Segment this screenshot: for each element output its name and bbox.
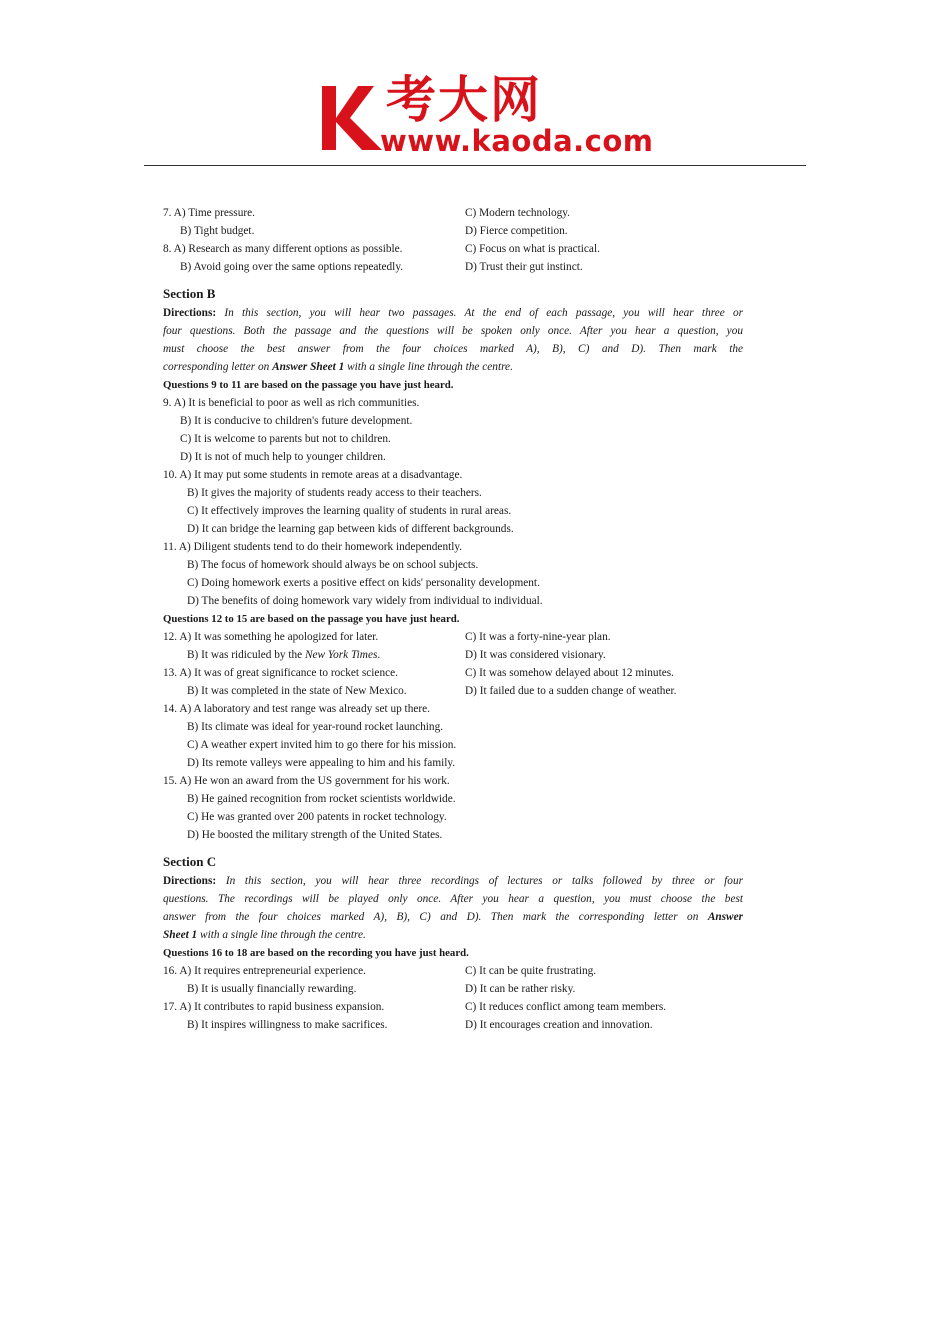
answer-sheet-ref: Answer Sheet 1 <box>272 361 345 373</box>
option-text: C) Focus on what is practical. <box>465 243 600 255</box>
option-text: C) A weather expert invited him to go there for his mission. <box>187 739 457 751</box>
option-line <box>163 826 743 844</box>
option-line <box>163 412 743 430</box>
option-text: C) Modern technology. <box>465 207 570 219</box>
question-group-heading: Questions 12 to 15 are based on the passage you have just heard. <box>163 613 460 625</box>
question-row <box>163 240 743 258</box>
option-line <box>163 556 743 574</box>
option-line <box>163 700 743 718</box>
question-row <box>163 682 743 700</box>
option-text: B) It was completed in the state of New Mexico. <box>187 685 407 697</box>
option-line <box>163 790 743 808</box>
question-group-heading: Questions 16 to 18 are based on the recording you have just heard. <box>163 947 469 959</box>
option-text: C) Doing homework exerts a positive effect on kids' personality development. <box>187 577 540 589</box>
option-text: 9. A) It is beneficial to poor as well as rich communities. <box>163 397 420 409</box>
question-row <box>163 222 743 240</box>
directions-line <box>163 304 743 322</box>
option-text-part: B) It was ridiculed by the <box>187 649 303 661</box>
directions-label: Directions: <box>163 875 217 887</box>
directions-line <box>163 908 743 926</box>
question-row <box>163 204 743 222</box>
option-text: D) The benefits of doing homework vary widely from individual to individual. <box>187 595 543 607</box>
option-text: C) It effectively improves the learning quality of students in rural areas. <box>187 505 512 517</box>
option-text: C) It reduces conflict among team members. <box>465 1001 667 1013</box>
option-text: 17. A) It contributes to rapid business expansion. <box>163 1001 385 1013</box>
option-line <box>163 574 743 592</box>
option-text: D) It was considered visionary. <box>465 649 606 661</box>
option-text: 14. A) A laboratory and test range was already set up there. <box>163 703 430 715</box>
option-text: D) It can be rather risky. <box>465 983 576 995</box>
option-text: D) Trust their gut instinct. <box>465 261 583 273</box>
question-row <box>163 258 743 276</box>
option-text: B) Avoid going over the same options repeatedly. <box>180 261 404 273</box>
directions-line: must choose the best answer from the four choices marked A), B), C) and D). Then mark the <box>163 343 743 355</box>
option-line <box>163 394 743 412</box>
option-line <box>163 430 743 448</box>
question-row <box>163 664 743 682</box>
directions-text: answer from the four choices marked A), B), C) and D). Then mark the corresponding letter on <box>163 911 699 923</box>
option-text: B) It gives the majority of students ready access to their teachers. <box>187 487 482 499</box>
question-row <box>163 1016 743 1034</box>
option-text: B) It is usually financially rewarding. <box>187 983 357 995</box>
option-text: B) Tight budget. <box>180 225 255 237</box>
option-line <box>163 592 743 610</box>
option-text: 16. A) It requires entrepreneurial experience. <box>163 965 366 977</box>
logo-url-text: www.kaoda.com <box>380 124 654 158</box>
directions-line: questions. The recordings will be played only once. After you hear a question, you must choose the best <box>163 893 743 905</box>
option-text-part: . <box>377 649 381 661</box>
option-text: D) Its remote valleys were appealing to him and his family. <box>187 757 456 769</box>
logo-chinese-text: 考大网 <box>386 71 542 129</box>
option-line <box>163 466 743 484</box>
option-text: B) The focus of homework should always be on school subjects. <box>187 559 479 571</box>
kaoda-logo <box>318 71 654 162</box>
directions-line <box>163 358 743 376</box>
option-text: D) It failed due to a sudden change of weather. <box>465 685 677 697</box>
option-line <box>163 484 743 502</box>
option-line <box>163 808 743 826</box>
question-row <box>163 628 743 646</box>
option-line <box>163 754 743 772</box>
directions-text: In this section, you will hear two passages. At the end of each passage, you will hear three or <box>224 307 743 319</box>
option-text: D) It encourages creation and innovation. <box>465 1019 653 1031</box>
directions-line: four questions. Both the passage and the questions will be spoken only once. After you hear a question, you <box>163 325 743 337</box>
question-row <box>163 980 743 998</box>
option-line <box>163 772 743 790</box>
option-text <box>163 646 380 664</box>
option-text: 12. A) It was something he apologized for later. <box>163 631 379 643</box>
option-text: 7. A) Time pressure. <box>163 207 255 219</box>
option-text: D) It is not of much help to younger children. <box>180 451 386 463</box>
directions-text: In this section, you will hear three recordings of lectures or talks followed by three or four <box>225 875 743 887</box>
question-row <box>163 998 743 1016</box>
answer-sheet-ref: Sheet 1 <box>163 929 198 941</box>
option-text: 11. A) Diligent students tend to do their homework independently. <box>163 541 463 553</box>
section-c-title: Section C <box>163 854 217 869</box>
directions-label: Directions: <box>163 307 217 319</box>
directions-line <box>163 872 743 890</box>
section-b-title: Section B <box>163 286 216 301</box>
option-line <box>163 736 743 754</box>
directions-text: with a single line through the centre. <box>347 361 513 373</box>
question-row <box>163 962 743 980</box>
option-text: 15. A) He won an award from the US government for his work. <box>163 775 450 787</box>
option-line <box>163 718 743 736</box>
option-text: C) He was granted over 200 patents in rocket technology. <box>187 811 447 823</box>
option-text: B) It inspires willingness to make sacrifices. <box>187 1019 388 1031</box>
option-text: 8. A) Research as many different options as possible. <box>163 243 403 255</box>
option-text: C) It can be quite frustrating. <box>465 965 597 977</box>
question-row <box>163 646 743 664</box>
option-line <box>163 538 743 556</box>
directions-text: with a single line through the centre. <box>200 929 366 941</box>
option-text: D) It can bridge the learning gap between kids of different backgrounds. <box>187 523 514 535</box>
option-text: B) He gained recognition from rocket scientists worldwide. <box>187 793 456 805</box>
option-text: 13. A) It was of great significance to rocket science. <box>163 667 398 679</box>
option-text: C) It is welcome to parents but not to children. <box>180 433 391 445</box>
option-text: D) He boosted the military strength of the United States. <box>187 829 443 841</box>
option-line <box>163 502 743 520</box>
option-text: 10. A) It may put some students in remote areas at a disadvantage. <box>163 469 463 481</box>
directions-line <box>163 926 743 944</box>
option-text: B) It is conducive to children's future development. <box>180 415 413 427</box>
exam-content <box>163 204 743 1034</box>
option-text: B) Its climate was ideal for year-round rocket launching. <box>187 721 444 733</box>
option-text: C) It was a forty-nine-year plan. <box>465 631 611 643</box>
option-text: D) Fierce competition. <box>465 225 568 237</box>
newspaper-title: New York Times <box>304 649 378 661</box>
question-group-heading: Questions 9 to 11 are based on the passage you have just heard. <box>163 379 454 391</box>
directions-text: corresponding letter on <box>163 361 270 373</box>
answer-sheet-ref: Answer <box>707 911 743 923</box>
option-line <box>163 448 743 466</box>
option-line <box>163 520 743 538</box>
header-divider <box>144 165 806 166</box>
option-text: C) It was somehow delayed about 12 minutes. <box>465 667 674 679</box>
